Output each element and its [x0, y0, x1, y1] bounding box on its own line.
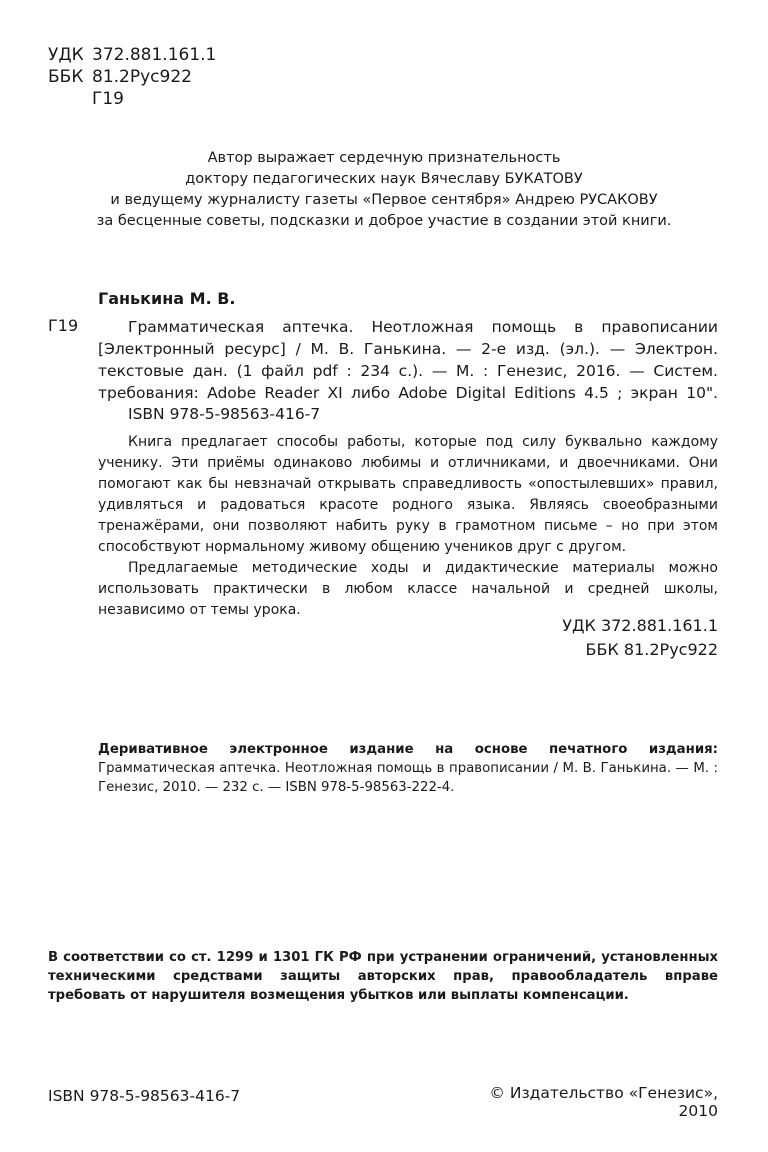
author-mark: Г19: [92, 89, 124, 109]
legal-notice: В соответствии со ст. 1299 и 1301 ГК РФ при устранении ограничений, установленных техническими средствами защиты авторских прав, правообладатель вправе требовать от нарушителя возмещения убытков или выплаты компенсации.: [48, 950, 718, 1003]
footer-isbn: ISBN 978-5-98563-416-7: [48, 1087, 241, 1105]
dedication: [40, 148, 728, 232]
annotation: [98, 432, 718, 621]
classification-codes: [48, 44, 216, 110]
annotation-paragraph: Предлагаемые методические ходы и дидактические материалы можно использовать практически в любом классе начальной и средней школы, независимо от темы урока.: [98, 560, 718, 618]
annotation-paragraph: Книга предлагает способы работы, которые под силу буквально каждому ученику. Эти приёмы одинаково любимы и отличниками, и двоечниками. Они помогают как бы невзначай открывать справедливость «опостылевших» правил, удивляться и радоваться красоте родного языка. Являясь своеобразными тренажёрами, они позволяют набить руку в грамотном письме – но при этом способствуют нормальному живому общению учеников друг с другом.: [98, 434, 718, 555]
dedication-line: доктору педагогических наук Вячеславу БУКАТОВУ: [185, 171, 583, 187]
right-bbk: ББК 81.2Рус922: [585, 640, 718, 659]
dedication-line: Автор выражает сердечную признательность: [207, 150, 561, 166]
bibliographic-description: [98, 316, 718, 404]
bibliographic-text: Грамматическая аптечка. Неотложная помощь в правописании [Электронный ресурс] / М. В. Ганькина. — 2-е изд. (эл.). — Электрон. текстовые дан. (1 файл pdf : 234 с.). — М. : Генезис, 2016. — Систем. требования: Adobe Reader XI либо Adobe Digital Editions 4.5 ; экран 10".: [98, 318, 718, 402]
bbk-value: 81.2Рус922: [92, 67, 192, 87]
dedication-line: за бесценные советы, подсказки и доброе участие в создании этой книги.: [96, 213, 672, 229]
derivative-text: Грамматическая аптечка. Неотложная помощь в правописании / М. В. Ганькина. — М. : Генезис, 2010. — 232 с. — ISBN 978-5-98563-222-4.: [98, 761, 718, 795]
right-codes: [98, 614, 718, 662]
udk-label: УДК: [48, 45, 84, 65]
udk-value: 372.881.161.1: [92, 45, 217, 65]
entry-isbn: ISBN 978-5-98563-416-7: [128, 405, 321, 423]
bbk-row: [48, 66, 216, 88]
dedication-line: и ведущему журналисту газеты «Первое сентября» Андрею РУСАКОВУ: [110, 192, 658, 208]
bbk-label: ББК: [48, 67, 84, 87]
entry-mark: Г19: [48, 316, 79, 335]
udk-row: [48, 44, 216, 66]
derivative-lead: Деривативное электронное издание на основе печатного издания:: [98, 742, 718, 757]
derivative-edition-note: [98, 740, 718, 797]
right-udk: УДК 372.881.161.1: [562, 616, 718, 635]
copyright: © Издательство «Генезис», 2010: [489, 1084, 718, 1120]
entry-author: Ганькина М. В.: [98, 289, 236, 308]
